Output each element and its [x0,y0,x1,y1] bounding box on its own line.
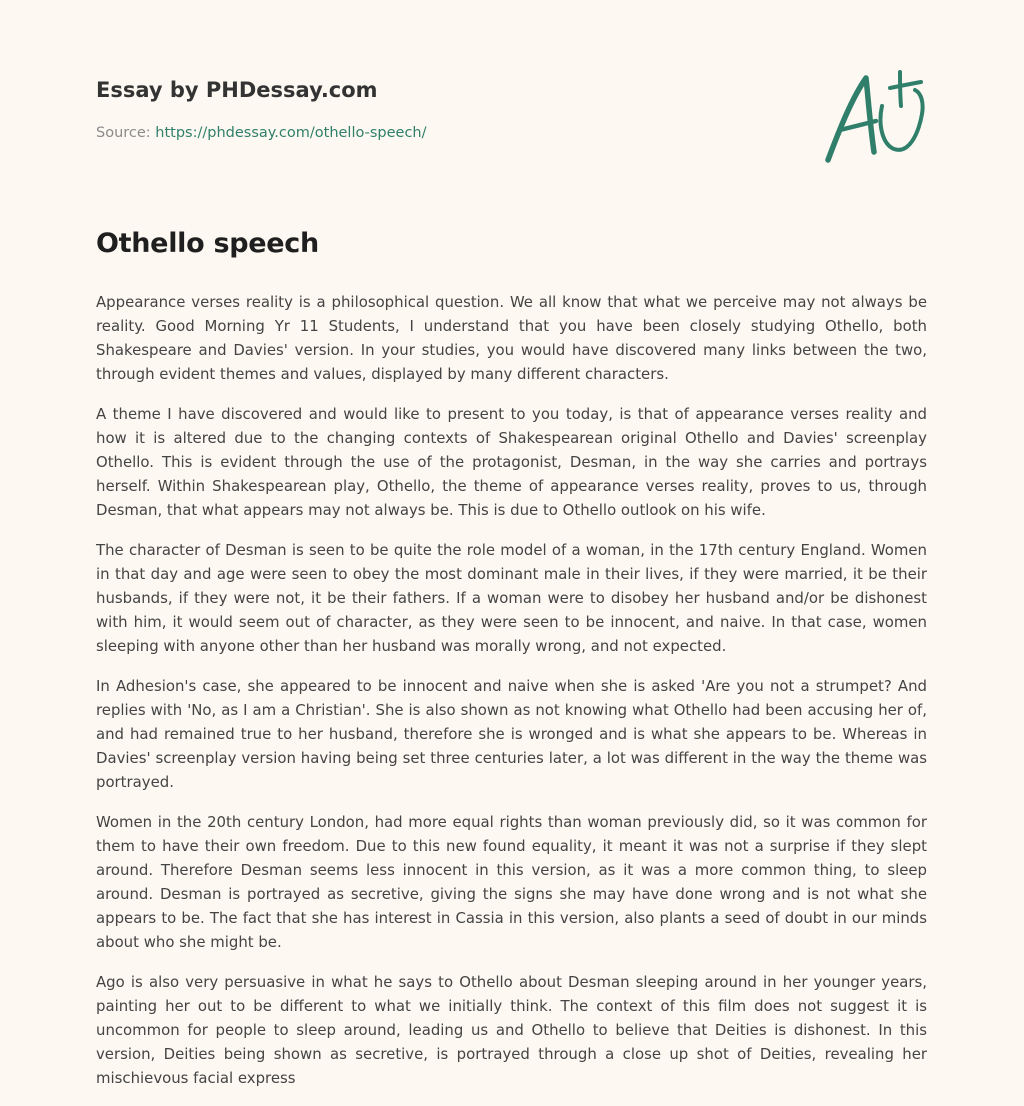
source-line [96,123,926,143]
site-title: Essay by PHDessay.com [96,78,378,102]
source-link[interactable]: https://phdessay.com/othello-speech/ [155,125,427,141]
source-label: Source: [96,125,151,141]
article [96,226,927,1106]
article-title: Othello speech [96,228,319,259]
article-paragraph: Women in the 20th century London, had more equal rights than woman previously did, so it was common for them to have their own freedom. Due to this new found equality, it meant it was not a surprise if they slept around. Therefore Desman seems less innocent in this version, as it was a more common thing, to sleep around. Desman is portrayed as secretive, giving the signs she may have done wrong and is not what she appears to be. The fact that she has interest in Cassia in this version, also plants a seed of doubt in our minds about who she might be. [96,813,927,951]
page-header [96,76,926,143]
article-paragraph: A theme I have discovered and would like to present to you today, is that of appearance verses reality and how it is altered due to the changing contexts of Shakespearean original Othello and Davies' screenplay Othello. This is evident through the use of the protagonist, Desman, in the way she carries and portrays herself. Within Shakespearean play, Othello, the theme of appearance verses reality, proves to us, through Desman, that what appears may not always be. This is due to Othello outlook on his wife. [96,405,927,519]
article-paragraph: Appearance verses reality is a philosophical question. We all know that what we perceive may not always be reality. Good Morning Yr 11 Students, I understand that you have been closely studying Othello, both Shakespeare and Davies' version. In your studies, you would have discovered many links between the two, through evident themes and values, displayed by many different characters. [96,293,927,383]
article-paragraph: The character of Desman is seen to be quite the role model of a woman, in the 17th century England. Women in that day and age were seen to obey the most dominant male in their lives, if they were married, it be their husbands, if they were not, it be their fathers. If a woman were to disobey her husband and/or be dishonest with him, it would seem out of character, as they were seen to be innocent, and naive. In that case, women sleeping with anyone other than her husband was morally wrong, and not expected. [96,541,927,655]
a-plus-logo-icon [818,66,930,166]
article-paragraph: In Adhesion's case, she appeared to be innocent and naive when she is asked 'Are you not a strumpet? And replies with 'No, as I am a Christian'. She is also shown as not knowing what Othello had been accusing her of, and had remained true to her husband, therefore she is wronged and is what she appears to be. Whereas in Davies' screenplay version having being set three centuries later, a lot was different in the way the theme was portrayed. [96,677,927,791]
article-paragraph: Ago is also very persuasive in what he says to Othello about Desman sleeping around in her younger years, painting her out to be different to what we initially think. The context of this film does not suggest it is uncommon for people to sleep around, leading us and Othello to believe that Deities is dishonest. In this version, Deities being shown as secretive, is portrayed through a close up shot of Deities, revealing her mischievous facial express [96,973,927,1087]
